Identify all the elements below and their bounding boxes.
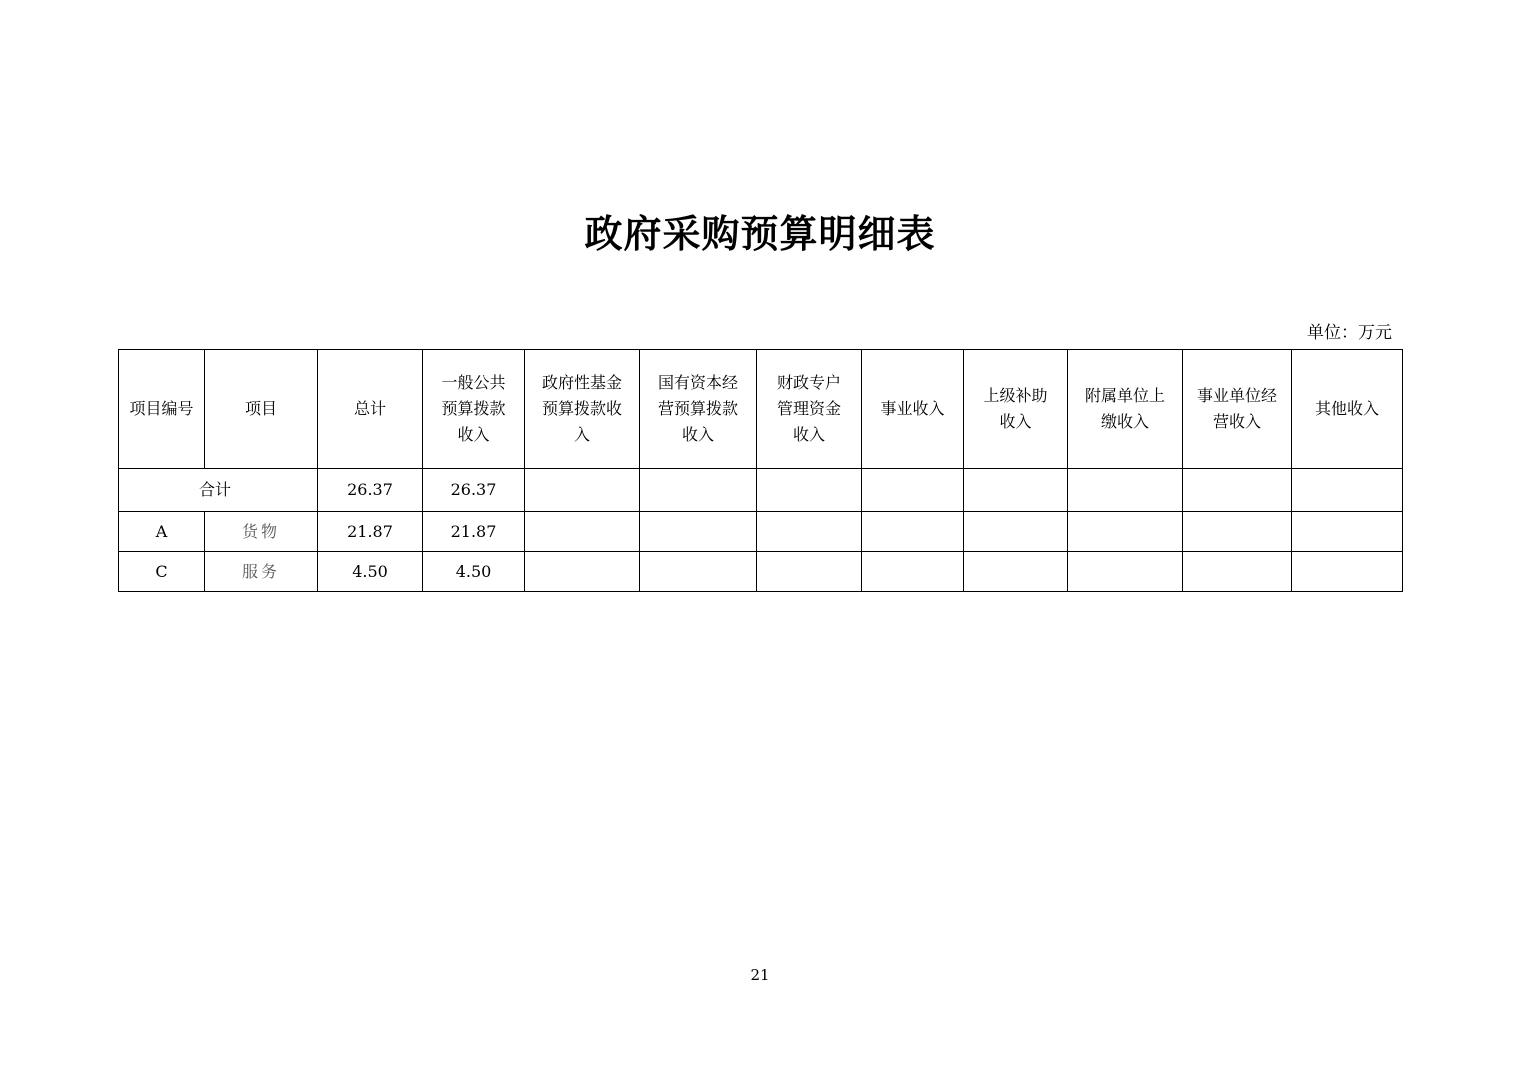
header-cell: 项目: [205, 350, 318, 469]
empty-cell: [1292, 512, 1403, 552]
empty-cell: [862, 552, 964, 592]
row-general-budget: 21.87: [423, 512, 525, 552]
empty-cell: [1183, 512, 1292, 552]
table-row: [119, 512, 1403, 552]
header-cell: 其他收入: [1292, 350, 1403, 469]
row-code: C: [119, 552, 205, 592]
header-cell: 财政专户管理资金收入: [757, 350, 862, 469]
row-item: 服务: [205, 552, 318, 592]
empty-cell: [525, 469, 640, 512]
procurement-budget-table: [118, 349, 1403, 592]
total-label: 合计: [119, 469, 318, 512]
total-sum: 26.37: [318, 469, 423, 512]
header-cell: 事业收入: [862, 350, 964, 469]
empty-cell: [757, 512, 862, 552]
header-cell: 一般公共预算拨款收入: [423, 350, 525, 469]
total-general-budget: 26.37: [423, 469, 525, 512]
header-cell: 附属单位上缴收入: [1068, 350, 1183, 469]
empty-cell: [1068, 552, 1183, 592]
total-row: [119, 469, 1403, 512]
empty-cell: [757, 552, 862, 592]
empty-cell: [964, 552, 1068, 592]
empty-cell: [1183, 469, 1292, 512]
empty-cell: [862, 469, 964, 512]
empty-cell: [757, 469, 862, 512]
empty-cell: [1292, 469, 1403, 512]
header-cell: 国有资本经营预算拨款收入: [640, 350, 757, 469]
header-row: [119, 350, 1403, 469]
row-total: 21.87: [318, 512, 423, 552]
empty-cell: [1068, 512, 1183, 552]
row-general-budget: 4.50: [423, 552, 525, 592]
header-cell: 项目编号: [119, 350, 205, 469]
header-cell: 政府性基金预算拨款收入: [525, 350, 640, 469]
empty-cell: [1068, 469, 1183, 512]
empty-cell: [640, 469, 757, 512]
empty-cell: [525, 512, 640, 552]
row-item: 货物: [205, 512, 318, 552]
empty-cell: [964, 469, 1068, 512]
empty-cell: [640, 512, 757, 552]
empty-cell: [1183, 552, 1292, 592]
page-title: 政府采购预算明细表: [584, 211, 936, 256]
empty-cell: [1292, 552, 1403, 592]
empty-cell: [525, 552, 640, 592]
empty-cell: [862, 512, 964, 552]
empty-cell: [964, 512, 1068, 552]
row-code: A: [119, 512, 205, 552]
table-row: [119, 552, 1403, 592]
header-cell: 事业单位经营收入: [1183, 350, 1292, 469]
row-total: 4.50: [318, 552, 423, 592]
unit-label: 单位：万元: [1307, 323, 1392, 343]
header-cell: 总计: [318, 350, 423, 469]
empty-cell: [640, 552, 757, 592]
page-number: 21: [750, 966, 770, 984]
header-cell: 上级补助收入: [964, 350, 1068, 469]
